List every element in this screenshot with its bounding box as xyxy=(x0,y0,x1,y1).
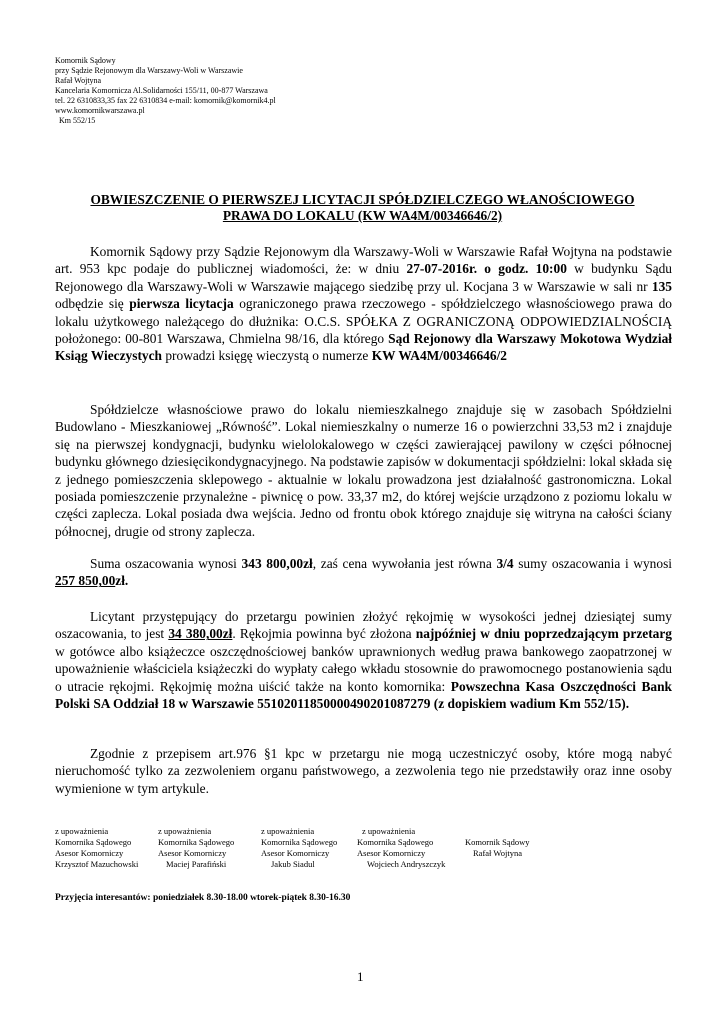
currency: zł. xyxy=(115,573,129,589)
starting-price: 257 850,00 xyxy=(55,573,116,589)
sig-line: Asesor Komorniczy xyxy=(261,848,330,858)
text: Licytant przystępujący do przetargu powinien złożyć rękojmię w wysokości jednej dziesiątej sumy oszacowania, to jest xyxy=(55,609,672,642)
text: prowadzi księgę wieczystą o numerze xyxy=(162,348,372,364)
sig-line: Komornika Sądowego xyxy=(158,837,235,847)
text: ograniczonego prawa rzeczowego - spółdzielczego własnościowego prawa do lokalu użytkowego należącego do dłużnika: O.C.S. SPÓŁKA Z OGRANICZONĄ ODPOWIEDZIALNOŚCIĄ położonego: 00-801 Warszawa, Chmielna 98/16, dla którego xyxy=(55,296,672,347)
text: odbędzie się xyxy=(55,296,130,312)
sig-line: Komornik Sądowy xyxy=(465,837,530,847)
sig-name: Krzysztof Mazuchowski xyxy=(55,859,139,869)
letterhead-line: Komornik Sądowy xyxy=(55,56,116,65)
sig-line: z upoważnienia xyxy=(55,826,109,836)
price-fraction: 3/4 xyxy=(496,556,514,571)
signature-block-3 xyxy=(261,826,337,870)
case-number: Km 552/15 xyxy=(55,116,96,125)
deposit-deadline: najpóźniej w dniu poprzedzającym przetarg xyxy=(415,626,672,642)
letterhead-line: Rafał Wojtyna xyxy=(55,76,102,85)
sig-line: Asesor Komorniczy xyxy=(158,848,227,858)
sig-line xyxy=(465,826,529,837)
sig-name: Wojciech Andryszczyk xyxy=(367,859,446,869)
paragraph-valuation xyxy=(55,555,672,590)
document-title xyxy=(40,192,685,224)
text: Suma oszacowania wynosi xyxy=(90,556,242,571)
room-number: 135 xyxy=(651,278,672,294)
letterhead-line: Kancelaria Komornicza Al.Solidarności 155/11, 00-877 Warszawa xyxy=(55,86,268,95)
letterhead-line: tel. 22 6310833,35 fax 22 6310834 e-mail: komornik@komornik4.pl xyxy=(55,96,276,105)
text: , zaś cena wywołania jest równa xyxy=(312,556,497,571)
sig-line: Komornika Sądowego xyxy=(261,837,338,847)
text: Komornik Sądowy przy Sądzie Rejonowym dla Warszawy-Woli w Warszawie Rafał Wojtyna na podstawie art. 953 kpc podaje do publicznej wiadomości, że: w dniu xyxy=(55,244,672,277)
signature-block-1 xyxy=(55,826,138,870)
sig-line: Komornika Sądowego xyxy=(357,837,434,847)
sig-line: Asesor Komorniczy xyxy=(357,848,426,858)
court-name: Sąd Rejonowy dla Warszawy Mokotowa Wydział Ksiąg Wieczystych xyxy=(55,331,673,364)
letterhead-line: www.komornikwarszawa.pl xyxy=(55,106,145,115)
bailiff-letterhead xyxy=(55,56,276,126)
sig-line: Komornika Sądowego xyxy=(55,837,132,847)
paragraph-announcement xyxy=(55,243,672,365)
title-line-1: OBWIESZCZENIE O PIERWSZEJ LICYTACJI SPÓŁDZIELCZEGO WŁANOŚCIOWEGO xyxy=(90,192,635,207)
bank-account: Powszechna Kasa Oszczędności Bank Polski SA Oddział 18 w Warszawie 55102011850000490201087279 (z dopiskiem wadium Km 552/15). xyxy=(55,678,673,712)
letterhead-line: przy Sądzie Rejonowym dla Warszawy-Woli w Warszawie xyxy=(55,66,243,75)
paragraph-restrictions: Zgodnie z przepisem art.976 §1 kpc w przetargu nie mogą uczestniczyć osoby, które mogą nabyć nieruchomość tylko za zezwoleniem organu państwowego, a zezwolenia tego nie przedstawiły oraz inne osoby wymienione w tym artykule. xyxy=(55,746,672,796)
paragraph-deposit xyxy=(55,608,672,712)
sig-line: z upoważnienia xyxy=(158,826,212,836)
sig-line: Asesor Komorniczy xyxy=(55,848,124,858)
page-number: 1 xyxy=(357,969,364,984)
sig-name: Jakub Siadul xyxy=(271,859,315,869)
signature-block-bailiff xyxy=(465,826,529,859)
text: w gotówce albo książeczce oszczędnościowej banków uprawnionych według prawa bankowego zaopatrzonej w upoważnienie właściciela książeczki do wypłaty całego wkładu stosownie do prawomocnego postanowienia sądu o utracie rękojmi. Rękojmię można uiścić także na konto komornika: xyxy=(55,643,672,694)
signature-block-2 xyxy=(158,826,234,870)
auction-type: pierwsza licytacja xyxy=(129,296,234,312)
office-hours: Przyjęcia interesantów: poniedziałek 8.30-18.00 wtorek-piątek 8.30-16.30 xyxy=(55,893,351,903)
text: w budynku Sądu Rejonowego dla Warszawy-Woli w Warszawie mającego siedzibę przy ul. Kocjana 3 w Warszawie w sali nr xyxy=(55,261,672,294)
auction-date: 27-07-2016r. o godz. 10:00 xyxy=(406,261,567,277)
land-register-number: KW WA4M/00346646/2 xyxy=(371,348,507,364)
sig-name: Rafał Wojtyna xyxy=(473,848,522,858)
deposit-amount: 34 380,00zł xyxy=(168,626,233,642)
signature-block-4 xyxy=(357,826,445,870)
sig-name: Maciej Parafiński xyxy=(166,859,227,869)
sig-line: z upoważnienia xyxy=(362,826,416,836)
valuation-sum: 343 800,00zł xyxy=(241,556,313,571)
text: sumy oszacowania i wynosi xyxy=(513,556,672,571)
title-line-2: PRAWA DO LOKALU (KW WA4M/00346646/2) xyxy=(222,208,503,223)
sig-line: z upoważnienia xyxy=(261,826,315,836)
text: . Rękojmia powinna być złożona xyxy=(232,626,416,642)
paragraph-property-description: Spółdzielcze własnościowe prawo do lokalu niemieszkalnego znajduje się w zasobach Spółdzielni Budowlano - Mieszkaniowej „Równość”. Lokal niemieszkalny o numerze 16 o powierzchni 33,53 m2 i znajduje się na pierwszej kondygnacji, budynku wielolokalowego w części zawierającej pawilony w części północnej budynku głównego dziesięcikondygnacyjnego. Na podstawie zapisów w dokumentacji spółdzielni: lokal składa się z jednego pomieszczenia sklepowego - aktualnie w lokalu prowadzona jest działalność gastronomiczna. Lokal posiada pomieszczenie przynależne - piwnicę o pow. 33,37 m2, do której wejście urządzono z poziomu lokalu w części zaplecza. Lokal posiada dwa wejścia. Jedno od frontu obok którego znajduje się witryna na całości ściany północnej, drugie od strony zaplecza. xyxy=(55,402,672,539)
